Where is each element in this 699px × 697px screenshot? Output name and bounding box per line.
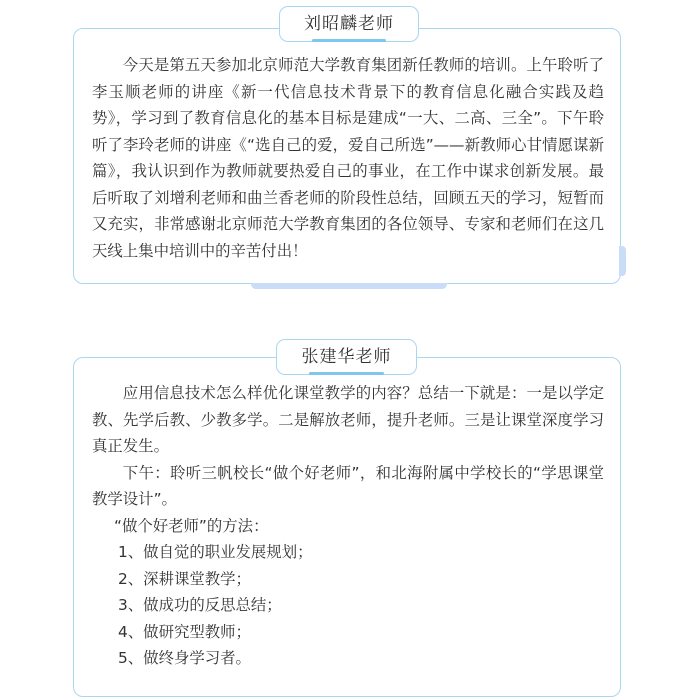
method-item-3: 3、做成功的反思总结；	[118, 596, 282, 614]
method-item-2: 2、深耕课堂教学；	[118, 569, 251, 588]
method-item-5: 5、做终身学习者。	[118, 649, 251, 667]
method-item-4: 4、做研究型教师；	[118, 622, 251, 641]
card-1-accent-right	[619, 246, 626, 276]
teacher-2-reflection	[92, 380, 604, 672]
teacher-name-tag-1: 刘昭麟老师	[279, 6, 419, 42]
teacher-name-tag-2: 张建华老师	[276, 339, 417, 375]
teacher-2-paragraph-1: 应用信息技术怎么样优化课堂教学的内容？总结一下就是：一是以学定教、先学后教、少教多学。二是解放老师，提升老师。三是让课堂深度学习真正发生。	[92, 384, 604, 455]
method-item-1: 1、做自觉的职业发展规划；	[118, 543, 313, 561]
methods-title: “做个好老师”的方法：	[114, 516, 269, 535]
card-1-accent-bottom	[251, 283, 447, 289]
teacher-1-reflection-text: 今天是第五天参加北京师范大学教育集团新任教师的培训。上午聆听了李玉顺老师的讲座《新一代信息技术背景下的教育信息化融合实践及趋势》，学习到了教育信息化的基本目标是建成“一大、二高、三全”。下午聆听了李玲老师的讲座《“选自己的爱，爱自己所选”——新教师心甘情愿谋新篇》，我认识到作为教师就要热爱自己的事业，在工作中谋求创新发展。最后听取了刘增利老师和曲兰香老师的阶段性总结，回顾五天的学习，短暂而又充实，非常感谢北京师范大学教育集团的各位领导、专家和老师们在这几天线上集中培训中的辛苦付出！	[92, 56, 604, 260]
teacher-2-paragraph-2: 下午：聆听三帆校长“做个好老师”，和北海附属中学校长的“学思课堂教学设计”。	[92, 463, 604, 508]
